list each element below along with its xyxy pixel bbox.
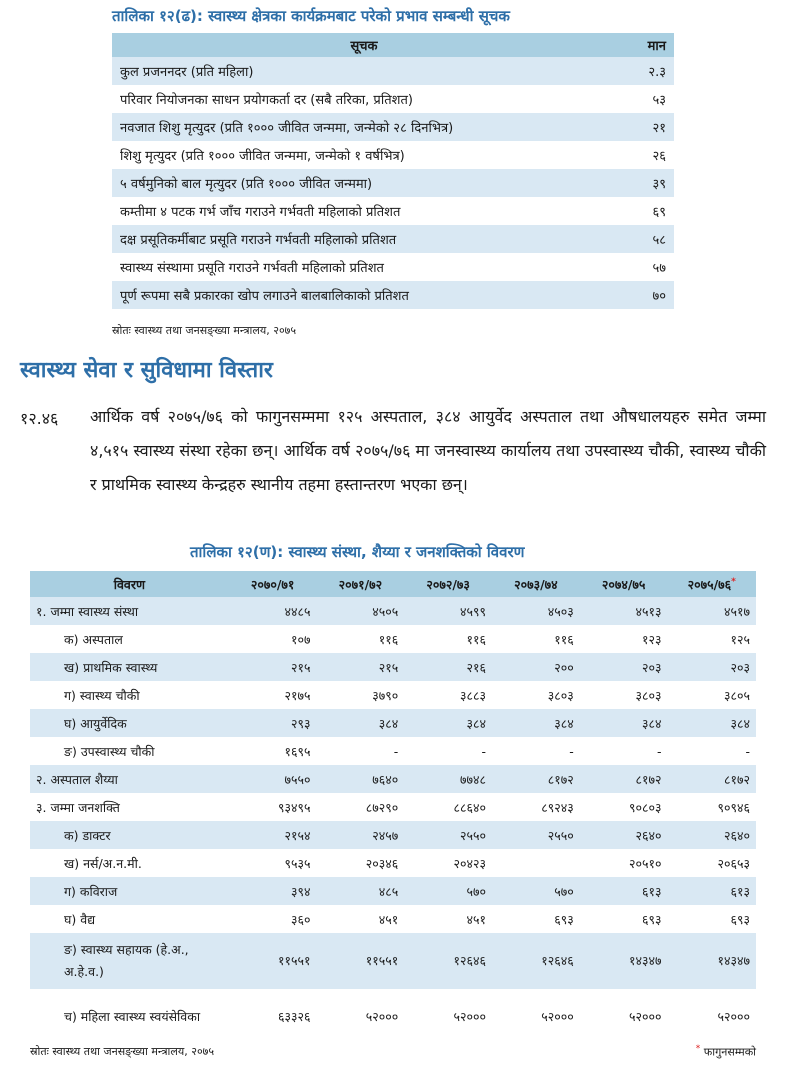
value-cell: - [393, 743, 399, 759]
value-cell: २६ [652, 149, 666, 164]
value-cell: २०५१० [628, 855, 662, 871]
value-cell: ६३३२६ [277, 1009, 311, 1024]
value-cell: ७६४० [316, 765, 404, 793]
value-cell: २१६ [404, 653, 492, 681]
value-cell: ९०८०३ [628, 799, 662, 815]
detail-cell: ख) प्राथमिक स्वास्थ्य [30, 653, 229, 681]
value-cell: ८८६४० [453, 799, 486, 815]
value-cell: ११६ [554, 631, 574, 647]
detail-cell: १. जम्मा स्वास्थ्य संस्था [30, 597, 229, 625]
value-cell: ४५१३ [580, 597, 668, 625]
footnote-text: फागुनसम्मको [703, 1045, 756, 1059]
value-cell: - [569, 743, 574, 759]
table-row [112, 169, 674, 197]
value-cell: ५७ [652, 261, 666, 276]
table-row [30, 597, 756, 625]
value-cell: ४५१ [378, 911, 399, 927]
value-cell: ४५१७ [667, 597, 756, 625]
value-cell: ११५५१ [316, 933, 404, 989]
indicator-cell: स्वास्थ्य संस्थामा प्रसूति गराउने गर्भवती महिलाको प्रतिशत [120, 261, 384, 276]
indicator-cell: नवजात शिशु मृत्युदर (प्रति १००० जीवित जन्ममा, जन्मेको २८ दिनभित्र) [112, 113, 616, 141]
indicator-cell: परिवार नियोजनका साधन प्रयोगकर्ता दर (सबै तरिका, प्रतिशत) [120, 93, 413, 108]
value-cell: ८१७२ [667, 765, 756, 793]
detail-cell: च) महिला स्वास्थ्य स्वयंसेविका [64, 1009, 201, 1024]
table-row [112, 85, 674, 113]
value-cell: ३८०३ [547, 687, 574, 703]
table-row [30, 709, 756, 737]
table-row [112, 253, 674, 281]
table2-title: तालिका १२(ण): स्वास्थ्य संस्था, शैय्या र जनशक्तिको विवरण [190, 543, 525, 561]
value-cell: ५२००० [541, 1009, 574, 1024]
detail-cell: ङ) उपस्वास्थ्य चौकी [64, 743, 155, 759]
value-cell: ५२००० [365, 1009, 399, 1024]
table2-source: स्रोतः स्वास्थ्य तथा जनसङ्ख्या मन्त्रालय, २०७५ [30, 1045, 215, 1058]
detail-cell: ख) नर्स/अ.न.मी. [64, 855, 142, 871]
year-column-header: २०७२/७३ [404, 571, 492, 597]
value-cell: १२३ [641, 631, 662, 647]
value-cell: ८१७२ [580, 765, 668, 793]
value-cell: ४५०३ [492, 597, 580, 625]
value-cell: ५३ [652, 93, 666, 108]
value-cell: ६१३ [580, 877, 668, 905]
value-cell: २१५४ [229, 821, 317, 849]
star-marker: * [695, 1044, 701, 1054]
value-cell: ८७२९० [365, 799, 399, 815]
value-cell: ३८४ [580, 709, 668, 737]
footnote [696, 1044, 756, 1060]
value-cell: ४५०५ [316, 597, 404, 625]
value-cell: ५७० [492, 877, 580, 905]
detail-cell: ङ) स्वास्थ्य सहायक (हे.अ., अ.हे.व.) [30, 933, 229, 989]
paragraph-text: आर्थिक वर्ष २०७५/७६ को फागुनसम्ममा १२५ अस्पताल, ३८४ आयुर्वेद अस्पताल तथा औषधालयहरु समेत जम्मा ४,५१५ स्वास्थ्य संस्था रहेका छन्। आर्थिक वर्ष २०७५/७६ मा जनस्वास्थ्य कार्यालय तथा उपस्वास्थ्य चौकी, स्वास्थ्य चौकी र प्राथमिक स्वास्थ्य केन्द्रहरु स्थानीय तहमा हस्तान्तरण भएका छन्। [90, 407, 766, 494]
detail-cell: ग) कविराज [30, 877, 229, 905]
value-cell: ७० [616, 281, 674, 309]
value-cell: २०३ [667, 653, 756, 681]
value-cell: २५५० [492, 821, 580, 849]
value-cell: २६४० [667, 821, 756, 849]
table-row [30, 737, 756, 765]
value-cell: ४५१ [466, 911, 486, 927]
value-cell: ५८ [616, 225, 674, 253]
value-cell: २९३ [229, 709, 317, 737]
value-cell: ५७० [404, 877, 492, 905]
table-row [112, 113, 674, 141]
detail-cell: क) अस्पताल [64, 631, 123, 647]
value-cell: २५५० [404, 821, 492, 849]
value-cell: ३८४ [492, 709, 580, 737]
value-cell: ६९३ [730, 911, 750, 927]
value-cell: २०३४६ [365, 855, 399, 871]
value-cell: - [745, 743, 750, 759]
star-marker: * [731, 576, 736, 587]
table-row [30, 793, 756, 821]
value-cell: २४५७ [316, 821, 404, 849]
year-column-header [667, 571, 756, 597]
value-cell: २१५ [316, 653, 404, 681]
value-cell: १४३४७ [667, 933, 756, 989]
value-cell: ११६ [466, 631, 486, 647]
year-column-header: २०७४/७५ [580, 571, 668, 597]
indicator-cell: कुल प्रजननदर (प्रति महिला) [112, 57, 616, 85]
value-cell: ८१७२ [492, 765, 580, 793]
value-cell: ९५३५ [284, 855, 311, 871]
table-row [112, 281, 674, 309]
value-cell: २१७५ [284, 687, 311, 703]
value-cell: ७५५० [229, 765, 317, 793]
value-column-header: मान [616, 33, 674, 57]
table-row [30, 821, 756, 849]
indicator-cell: ५ वर्षमुनिको बाल मृत्युदर (प्रति १००० जीवित जन्ममा) [112, 169, 616, 197]
value-cell: ३९४ [229, 877, 317, 905]
value-cell: २०० [492, 653, 580, 681]
value-cell: ४५९९ [404, 597, 492, 625]
value-cell: ३९ [616, 169, 674, 197]
value-cell: ६९३ [554, 911, 574, 927]
value-cell: ३८०५ [723, 687, 750, 703]
table-row [112, 57, 674, 85]
value-cell: ११६ [378, 631, 399, 647]
value-cell: २०६५३ [717, 855, 750, 871]
value-cell: ११५५१ [229, 933, 317, 989]
value-cell: - [481, 743, 486, 759]
indicator-cell: दक्ष प्रसूतिकर्मीबाट प्रसूति गराउने गर्भवती महिलाको प्रतिशत [112, 225, 616, 253]
table-row [30, 933, 756, 989]
value-cell: ५२००० [453, 1009, 486, 1024]
table-row [112, 141, 674, 169]
detail-cell: २. अस्पताल शैय्या [30, 765, 229, 793]
detail-cell: ३. जम्मा जनशक्ति [36, 799, 120, 815]
value-cell: २१ [616, 113, 674, 141]
value-cell: २.३ [616, 57, 674, 85]
value-cell: १०७ [290, 631, 311, 647]
year-label: २०७५/७६ [687, 576, 732, 592]
value-cell: २०३ [580, 653, 668, 681]
value-cell: ५२००० [717, 1009, 750, 1024]
value-cell: ५२००० [628, 1009, 662, 1024]
detail-cell: घ) वैद्य [64, 911, 96, 927]
value-cell: १२६४६ [492, 933, 580, 989]
year-column-header: २०७३/७४ [492, 571, 580, 597]
indicator-cell: पूर्ण रूपमा सबै प्रकारका खोप लगाउने बालबालिकाको प्रतिशत [112, 281, 616, 309]
table-row [112, 225, 674, 253]
value-cell: २१५ [229, 653, 317, 681]
value-cell: ६९ [652, 205, 666, 220]
value-cell: ३८४ [667, 709, 756, 737]
table-row [112, 197, 674, 225]
value-cell: १६९५ [284, 743, 311, 759]
value-cell: - [656, 743, 662, 759]
table-row [30, 765, 756, 793]
table-row [30, 989, 756, 1045]
indicator-column-header: सूचक [112, 33, 616, 57]
indicator-cell: शिशु मृत्युदर (प्रति १००० जीवित जन्ममा, जन्मेको १ वर्षभित्र) [120, 149, 405, 164]
value-cell: ३७९० [372, 687, 399, 703]
value-cell: १४३४७ [580, 933, 668, 989]
value-cell: ८९२४३ [541, 799, 574, 815]
value-cell: ३८४ [404, 709, 492, 737]
value-cell: ३६० [290, 911, 311, 927]
table-row [30, 905, 756, 933]
value-cell: ७७४८ [404, 765, 492, 793]
detail-cell: घ) आयुर्वेदिक [30, 709, 229, 737]
table-row [30, 849, 756, 877]
value-cell: ३८०३ [635, 687, 662, 703]
value-cell: ६१३ [667, 877, 756, 905]
value-cell: १२५ [730, 631, 750, 647]
value-cell: २०४२३ [453, 855, 486, 871]
value-cell: ९३४९५ [277, 799, 311, 815]
table-row [30, 653, 756, 681]
detail-cell: ग) स्वास्थ्य चौकी [64, 687, 140, 703]
indicator-cell: कम्तीमा ४ पटक गर्भ जाँच गराउने गर्भवती महिलाको प्रतिशत [120, 205, 401, 220]
value-cell: ३८८३ [459, 687, 486, 703]
value-cell: १२६४६ [404, 933, 492, 989]
year-column-header: २०७०/७१ [229, 571, 317, 597]
table1-source: स्रोतः स्वास्थ्य तथा जनसङ्ख्या मन्त्रालय, २०७५ [112, 324, 297, 337]
value-cell: ३८४ [316, 709, 404, 737]
table-row [30, 625, 756, 653]
year-column-header: २०७१/७२ [316, 571, 404, 597]
indicator-table [112, 33, 674, 309]
table1-title: तालिका १२(ढ): स्वास्थ्य क्षेत्रका कार्यक्रमबाट परेको प्रभाव सम्बन्धी सूचक [112, 7, 510, 25]
value-cell: ६९३ [641, 911, 662, 927]
indicator-table-header [112, 33, 674, 57]
table-row [30, 877, 756, 905]
value-cell: ४८५ [316, 877, 404, 905]
value-cell: ९०९४६ [717, 799, 750, 815]
health-institutions-table [30, 571, 756, 1045]
table-row [30, 681, 756, 709]
detail-column-header: विवरण [30, 571, 229, 597]
value-cell [492, 849, 580, 877]
health-table-header [30, 571, 756, 597]
paragraph-number: १२.४६ [20, 409, 59, 428]
detail-cell: क) डाक्टर [30, 821, 229, 849]
value-cell: २६४० [580, 821, 668, 849]
section-heading: स्वास्थ्य सेवा र सुविधामा विस्तार [20, 358, 273, 383]
value-cell: ४४८५ [229, 597, 317, 625]
